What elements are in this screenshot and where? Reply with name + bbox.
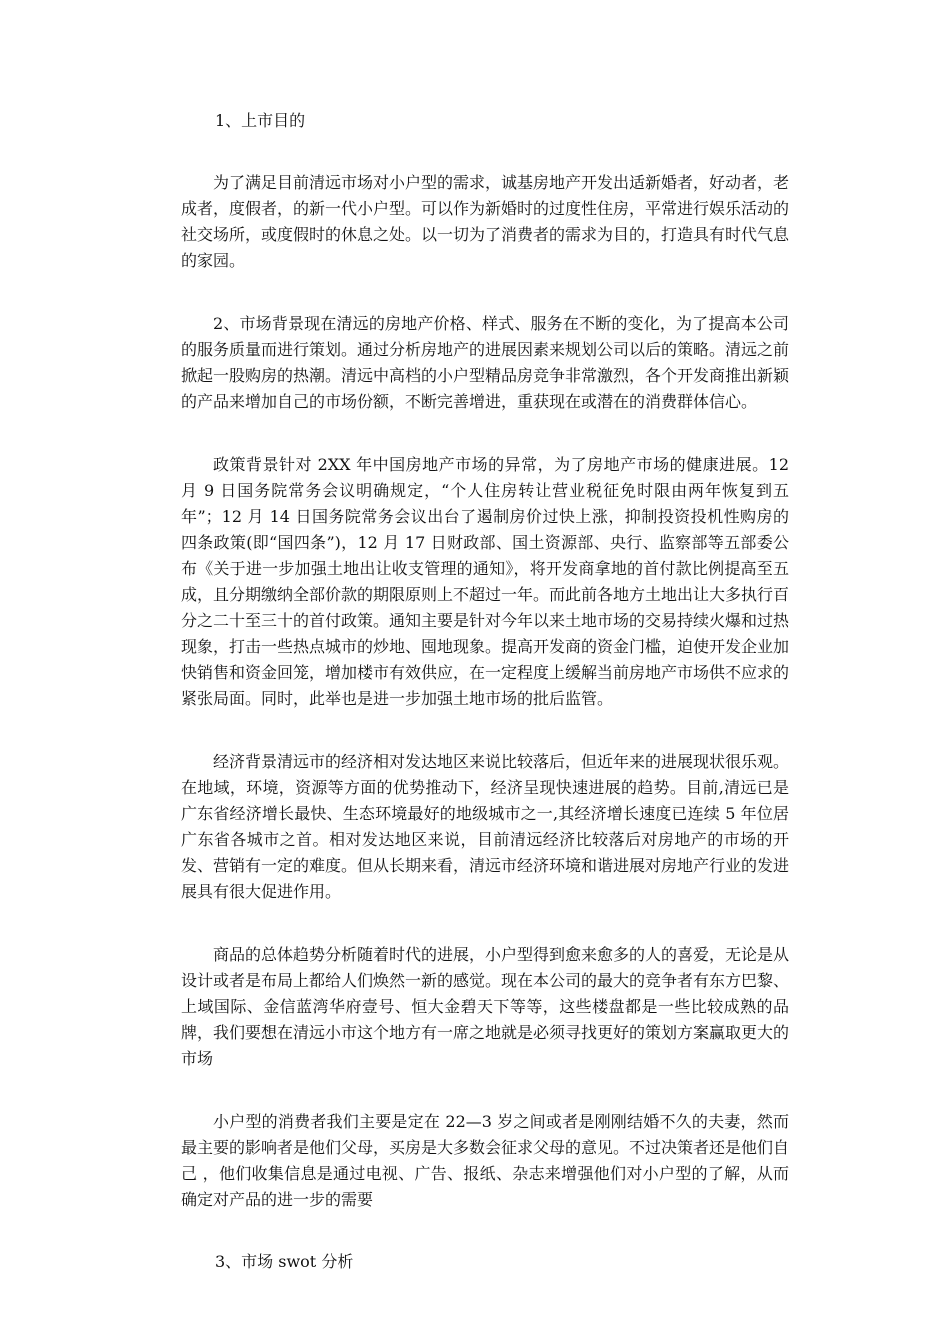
paragraph-market-background: 2、市场背景现在清远的房地产价格、样式、服务在不断的变化，为了提高本公司的服务质量而进行策划。通过分析房地产的进展因素来规划公司以后的策略。清远之前掀起一股购房的热潮。清远中高档的小户型精品房竞争非常激烈，各个开发商推出新颖的产品来增加自己的市场份额，不断完善增进，重获现在或潜在的消费群体信心。: [181, 314, 790, 411]
section-heading-listing-purpose: 1、上市目的: [215, 111, 306, 130]
document-body: [181, 108, 789, 1275]
section-heading-swot: 3、市场 swot 分析: [215, 1252, 354, 1271]
paragraph-listing-purpose: 为了满足目前清远市场对小户型的需求，诚基房地产开发出适新婚者，好动者，老成者，度假者，的新一代小户型。可以作为新婚时的过度性住房，平常进行娱乐活动的社交场所，或度假时的休息之处。以一切为了消费者的需求为目的，打造具有时代气息的家园。: [181, 173, 790, 270]
paragraph-policy-background: 政策背景针对 2XX 年中国房地产市场的异常，为了房地产市场的健康进展。12 月 9 日国务院常务会议明确规定，“个人住房转让营业税征免时限由两年恢复到五年”；12 月 14 日国务院常务会议出台了遏制房价过快上涨，抑制投资投机性购房的四条政策(即“国四条”)，12 月 17 日财政部、国土资源部、央行、监察部等五部委公布《关于进一步加强土地出让收支管理的通知》，将开发商拿地的首付款比例提高至五成，且分期缴纳全部价款的期限原则上不超过一年。而此前各地方土地出让大多执行百分之二十至三十的首付政策。通知主要是针对今年以来土地市场的交易持续火爆和过热现象，打击一些热点城市的炒地、囤地现象。提高开发商的资金门槛，迫使开发企业加快销售和资金回笼，增加楼市有效供应，在一定程度上缓解当前房地产市场供不应求的紧张局面。同时，此举也是进一步加强土地市场的批后监管。: [181, 455, 790, 708]
paragraph-trend-analysis: 商品的总体趋势分析随着时代的进展，小户型得到愈来愈多的人的喜爱，无论是从设计或者是布局上都给人们焕然一新的感觉。现在本公司的最大的竞争者有东方巴黎、上域国际、金信蓝湾华府壹号、恒大金碧天下等等，这些楼盘都是一些比较成熟的品牌，我们要想在清远小市这个地方有一席之地就是必须寻找更好的策划方案赢取更大的市场: [181, 945, 790, 1068]
paragraph-consumers: 小户型的消费者我们主要是定在 22—3 岁之间或者是刚刚结婚不久的夫妻，然而最主要的影响者是他们父母，买房是大多数会征求父母的意见。不过决策者还是他们自己 ，他们收集信息是通过电视、广告、报纸、杂志来增强他们对小户型的了解，从而确定对产品的进一步的需要: [181, 1112, 790, 1209]
paragraph-economic-background: 经济背景清远市的经济相对发达地区来说比较落后，但近年来的进展现状很乐观。在地域，环境，资源等方面的优势推动下，经济呈现快速进展的趋势。目前,清远已是广东省经济增长最快、生态环境最好的地级城市之一,其经济增长速度已连续 5 年位居广东省各城市之首。相对发达地区来说，目前清远经济比较落后对房地产的市场的开发、营销有一定的难度。但从长期来看，清远市经济环境和谐进展对房地产行业的发进展具有很大促进作用。: [181, 752, 790, 901]
